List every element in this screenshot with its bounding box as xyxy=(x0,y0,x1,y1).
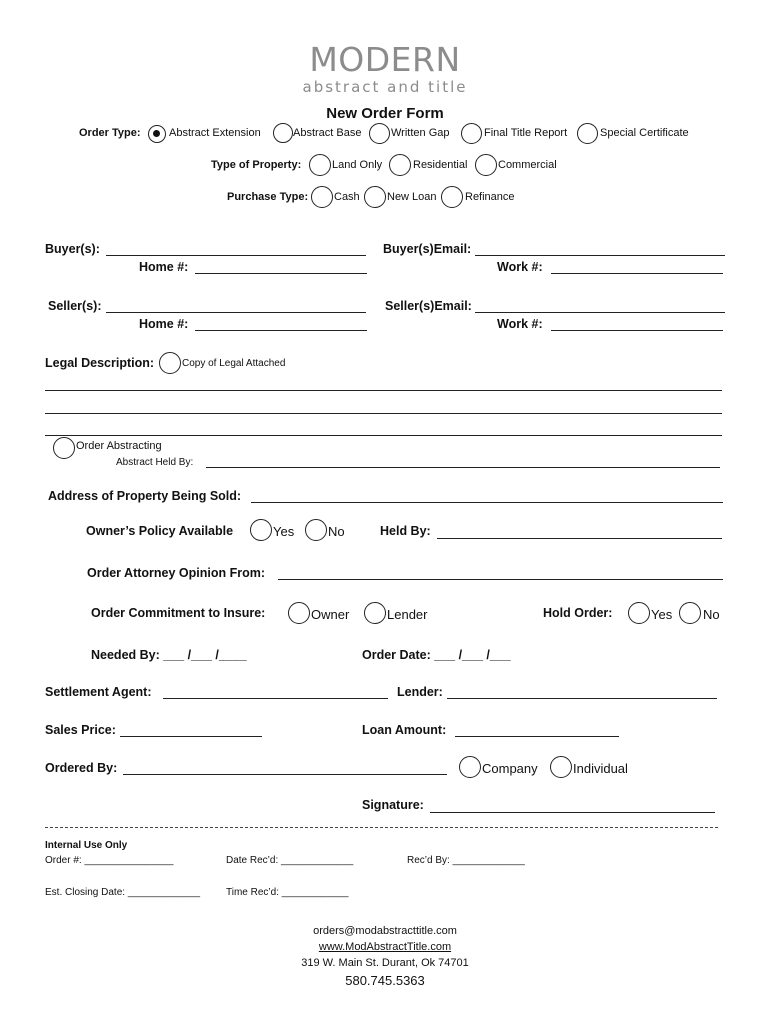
buyer-email-field[interactable] xyxy=(475,255,725,256)
radio-land-only[interactable] xyxy=(309,154,331,176)
legal-line-3[interactable] xyxy=(45,435,722,436)
footer-email[interactable]: orders@modabstracttitle.com xyxy=(313,925,457,937)
internal-received-by[interactable]: Rec’d By: _____________ xyxy=(407,855,525,866)
ordered-by-field[interactable] xyxy=(123,774,447,775)
held-by-field[interactable] xyxy=(437,538,722,539)
order-type-label: Order Type: xyxy=(79,127,141,139)
radio-cash[interactable] xyxy=(311,186,333,208)
signature-label: Signature: xyxy=(362,798,424,812)
footer-phone: 580.745.5363 xyxy=(345,973,425,988)
hold-order-no: No xyxy=(703,607,720,622)
legal-description-label: Legal Description: xyxy=(45,356,155,370)
abstract-held-by-field[interactable] xyxy=(206,467,720,468)
seller-work-field[interactable] xyxy=(551,330,723,331)
abstract-held-by-label: Abstract Held By: xyxy=(116,457,194,468)
radio-residential[interactable] xyxy=(389,154,411,176)
radio-hold-order-yes[interactable] xyxy=(628,602,650,624)
option-abstract-extension: Abstract Extension xyxy=(169,127,261,139)
seller-home-field[interactable] xyxy=(195,330,367,331)
seller-name-field[interactable] xyxy=(106,312,366,313)
needed-by-label[interactable]: Needed By: ___ /___ /____ xyxy=(91,648,247,662)
option-land-only: Land Only xyxy=(332,159,383,171)
option-individual: Individual xyxy=(573,761,628,776)
lender-label: Lender: xyxy=(397,685,443,699)
owners-policy-yes: Yes xyxy=(273,524,295,539)
attorney-opinion-label: Order Attorney Opinion From: xyxy=(87,566,266,580)
option-abstract-base: Abstract Base xyxy=(293,127,362,139)
buyer-work-label: Work #: xyxy=(497,260,543,274)
option-refinance: Refinance xyxy=(465,191,515,203)
footer-website-link[interactable]: www.ModAbstractTitle.com xyxy=(318,941,452,953)
internal-time-received[interactable]: Time Rec’d: ____________ xyxy=(226,887,349,898)
loan-amount-field[interactable] xyxy=(455,736,619,737)
radio-copy-of-legal[interactable] xyxy=(159,352,181,374)
signature-field[interactable] xyxy=(430,812,715,813)
option-residential: Residential xyxy=(413,159,468,171)
radio-final-title-report[interactable] xyxy=(461,123,482,144)
attorney-opinion-field[interactable] xyxy=(278,579,723,580)
radio-abstract-base[interactable] xyxy=(273,123,293,143)
settlement-agent-label: Settlement Agent: xyxy=(45,685,152,699)
option-cash: Cash xyxy=(334,191,360,203)
legal-line-2[interactable] xyxy=(45,413,722,414)
loan-amount-label: Loan Amount: xyxy=(362,723,447,737)
owners-policy-label: Owner’s Policy Available xyxy=(86,524,234,538)
radio-special-certificate[interactable] xyxy=(577,123,598,144)
company-logo-sub: abstract and title xyxy=(302,78,468,96)
commitment-lender: Lender xyxy=(387,607,428,622)
buyer-work-field[interactable] xyxy=(551,273,723,274)
hold-order-label: Hold Order: xyxy=(543,606,613,620)
option-commercial: Commercial xyxy=(498,159,557,171)
radio-individual[interactable] xyxy=(550,756,572,778)
sales-price-field[interactable] xyxy=(120,736,262,737)
radio-new-loan[interactable] xyxy=(364,186,386,208)
form-title: New Order Form xyxy=(326,105,444,122)
property-address-label: Address of Property Being Sold: xyxy=(48,489,242,503)
radio-commitment-lender[interactable] xyxy=(364,602,386,624)
option-company: Company xyxy=(482,761,538,776)
internal-divider xyxy=(45,827,718,828)
option-copy-of-legal: Copy of Legal Attached xyxy=(182,358,286,369)
seller-email-field[interactable] xyxy=(475,312,725,313)
radio-commercial[interactable] xyxy=(475,154,497,176)
ordered-by-label: Ordered By: xyxy=(45,761,118,775)
internal-order-number[interactable]: Order #: ________________ xyxy=(45,855,174,866)
radio-abstract-extension[interactable] xyxy=(148,125,166,143)
seller-home-label: Home #: xyxy=(139,317,189,331)
radio-order-abstracting[interactable] xyxy=(53,437,75,459)
sales-price-label: Sales Price: xyxy=(45,723,116,737)
buyer-name-field[interactable] xyxy=(106,255,366,256)
held-by-label: Held By: xyxy=(380,524,431,538)
lender-field[interactable] xyxy=(447,698,717,699)
seller-work-label: Work #: xyxy=(497,317,543,331)
radio-commitment-owner[interactable] xyxy=(288,602,310,624)
buyer-name-label: Buyer(s): xyxy=(45,242,100,256)
option-new-loan: New Loan xyxy=(387,191,437,203)
settlement-agent-field[interactable] xyxy=(163,698,388,699)
radio-company[interactable] xyxy=(459,756,481,778)
option-order-abstracting: Order Abstracting xyxy=(76,440,162,452)
commitment-label: Order Commitment to Insure: xyxy=(91,606,266,620)
radio-written-gap[interactable] xyxy=(369,123,390,144)
radio-hold-order-no[interactable] xyxy=(679,602,701,624)
buyer-email-label: Buyer(s)Email: xyxy=(383,242,472,256)
buyer-home-field[interactable] xyxy=(195,273,367,274)
seller-name-label: Seller(s): xyxy=(48,299,102,313)
option-written-gap: Written Gap xyxy=(391,127,450,139)
footer-website-wrap xyxy=(0,941,770,953)
order-date-label[interactable]: Order Date: ___ /___ /___ xyxy=(362,648,511,662)
radio-refinance[interactable] xyxy=(441,186,463,208)
legal-line-1[interactable] xyxy=(45,390,722,391)
internal-use-heading: Internal Use Only xyxy=(45,840,128,851)
purchase-type-label: Purchase Type: xyxy=(227,191,309,203)
buyer-home-label: Home #: xyxy=(139,260,189,274)
footer-address: 319 W. Main St. Durant, Ok 74701 xyxy=(301,957,469,969)
radio-owners-policy-no[interactable] xyxy=(305,519,327,541)
commitment-owner: Owner xyxy=(311,607,350,622)
property-type-label: Type of Property: xyxy=(211,159,302,171)
internal-est-closing-date[interactable]: Est. Closing Date: _____________ xyxy=(45,887,201,898)
hold-order-yes: Yes xyxy=(651,607,673,622)
property-address-field[interactable] xyxy=(251,502,723,503)
option-special-certificate: Special Certificate xyxy=(600,127,689,139)
radio-owners-policy-yes[interactable] xyxy=(250,519,272,541)
internal-date-received[interactable]: Date Rec’d: _____________ xyxy=(226,855,354,866)
owners-policy-no: No xyxy=(328,524,345,539)
seller-email-label: Seller(s)Email: xyxy=(385,299,472,313)
company-logo-main: MODERN xyxy=(309,40,461,79)
option-final-title-report: Final Title Report xyxy=(484,127,568,139)
